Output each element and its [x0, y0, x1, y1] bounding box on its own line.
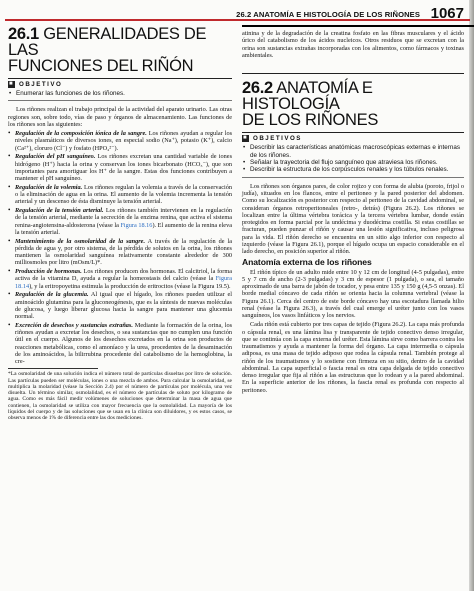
- section-heading-26-2: [242, 80, 464, 128]
- objective-icon: ■: [8, 81, 15, 87]
- section-title-line-2: FUNCIONES DEL RIÑÓN: [8, 57, 194, 75]
- function-item: • Regulación de la volemia. Los riñones regulan la volemia a través de la conservación o la eliminación de agua en la orina. El aumento de la volemia incrementa la tensión arterial y un descenso de ésta disminuye la tensión arterial.: [8, 184, 232, 206]
- figure-link[interactable]: Figura 18.14: [15, 275, 232, 290]
- header-red-bar: [5, 19, 470, 21]
- function-item: • Excreción de desechos y sustancias extrañas. Mediante la formación de la orina, los riñones ayudan a excretar los desechos, o sea sustancias que no cumplen una función útil en el cuerpo. Algunos de los desechos excretados en la orina son productos de reacciones metabólicas, como el amoníaco y la urea, procedentes de la desaminación de los aminoácidos, la bilirrubina procedente del catabolismo de la hemoglobina, la cre-: [8, 322, 232, 366]
- subheading: Anatomía externa de los riñones: [242, 257, 372, 268]
- function-item: • Regulación de la glucemia. Al igual que el hígado, los riñones pueden utilizar el aminoácido glutamina para la gluconeogénesis, que es la síntesis de nuevas moléculas de glucosa, y luego liberar glucosa hacia la sangre para mantener una glucemia normal.: [8, 291, 232, 320]
- page-number: 1067: [430, 5, 464, 22]
- section-title-line-2: DE LOS RIÑONES: [242, 111, 379, 130]
- section-title-line-1: ANATOMÍA E HISTOLOGÍA: [242, 79, 373, 114]
- right-column: [242, 30, 464, 396]
- page-edge-shadow: [469, 0, 474, 591]
- objective-list: [8, 90, 232, 97]
- function-item: • Regulación del pH sanguíneo. Los riñones excretan una cantidad variable de iones hidrógeno (H⁺) hacia la orina y conservan los iones bicarbonato (HCO₃⁻), que son importantes para amortiguar los H⁺ de la sangre. Estas dos funciones contribuyen a mantener el pH sanguíneo.: [8, 153, 232, 182]
- objective-header: [8, 81, 232, 88]
- footnote: *La osmolaridad de una solución indica el número total de partículas disueltas por litro de solución. Las partículas pueden ser moléculas, iones o una mezcla de ambos. Para calcular la osmolaridad, se multiplica la molaridad (véase la Sección 2.4) por el número de partículas por molécula, una vez disuelta. Un término similar, osmolalidad, es el número de partículas de soluto por kilogramo de agua. Como es más fácil medir volúmenes de soluciones que determinar la masa de agua que contienen, la osmolaridad se utiliza con mayor frecuencia que la osmolalidad. La mayoría de los líquidos del cuerpo y de las soluciones que se usan en la clínica son diluidores, y es estos casos, se observa menos de 1% de diferencia entre las dos mediciones.: [8, 371, 232, 422]
- footnote-rule: [8, 368, 98, 369]
- section-heading-26-1: [8, 26, 232, 74]
- section-divider: [242, 73, 464, 74]
- left-body: [8, 106, 232, 365]
- function-item: • Regulación de la composición iónica de la sangre. Los riñones ayudan a regular los niveles plasmáticos de diversos iones, en especial sodio (Na⁺), potasio (K⁺), calcio (Ca²⁺), cloruro (Cl⁻) y fosfato (HPO₄²⁻).: [8, 130, 232, 152]
- objectives-box: [242, 132, 464, 178]
- objectives-icon: ■: [242, 135, 249, 142]
- intro-paragraph: Los riñones realizan el trabajo principal de la actividad del aparato urinario. Las otras regiones son, sobre todo, vías de paso y órganos de almacenamiento. Las funciones de los riñones son las siguientes:: [8, 106, 232, 128]
- objective-item: • Describir la estructura de los corpúsculos renales y los túbulos renales.: [242, 166, 464, 173]
- objectives-list: [242, 144, 464, 174]
- function-item: • Producción de hormonas. Los riñones producen dos hormonas. El calcitriol, la forma activa de la vitamina D, ayuda a regular la homeostasis del calcio (véase la Figura 18.14), y la eritropoyetina estimula la producción de eritrocitos (véase la Figura 19.5).: [8, 268, 232, 290]
- body-paragraph: El riñón típico de un adulto mide entre 10 y 12 cm de longitud (4-5 pulgadas), entre 5 y 7 cm de ancho (2-3 pulgadas) y 3 cm de espesor (1 pulgada), o sea, el tamaño aproximado de una barra de jabón de tocador, y pesa entre 135 y 150 g (4,5-5 onzas). El borde medial cóncavo de cada riñón se orienta hacia la columna vertebral (véase la Figura 26.1). Cerca del centro de este borde cóncavo hay una escotadura llamada hilio renal (véase la Figura 26.3), a través del cual emerge el uréter junto con los vasos sanguíneos, los vasos linfáticos y los nervios.: [242, 268, 464, 320]
- objective-item: • Describir las características anatómicas macroscópicas externas e internas de los riñones.: [242, 144, 464, 159]
- section-title-line-1: GENERALIDADES DE LAS: [8, 25, 207, 59]
- objective-label: OBJETIVO: [19, 81, 63, 88]
- figure-link[interactable]: Figura 18.16: [120, 221, 153, 229]
- objective-box: [8, 78, 232, 101]
- continuation-paragraph: atinina y de la degradación de la creatina fosfato en las fibras musculares y el ácido úrico del catabolismo de los ácidos nucleicos. Otros residuos que se excretan con la orina son sustancias extrañas incorporadas con los alimentos, como fármacos y toxinas ambientales.: [242, 30, 464, 59]
- body-paragraph: Cada riñón está cubierto por tres capas de tejido (Figura 26.2). La capa más profunda o cápsula renal, es una lámina lisa y transparente de tejido conectivo denso irregular, que se continúa con la capa externa del uréter. Esta lámina sirve como barrera contra los traumatismos y ayuda a mantener la forma del órgano. La capa intermedia o cápsula adiposa, es una masa de tejido adiposo que rodea la cápsula renal. También protege al riñón de los traumatismos y lo sostiene con firmeza en su sitio, dentro de la cavidad abdominal. La capa superficial o fascia renal es otra capa delgada de tejido conectivo denso irregular que fija al riñón a las estructuras que lo rodean y a la pared abdominal. En la superficie anterior de los riñones, la fascia renal es profunda con respecto al peritoneo.: [242, 321, 464, 394]
- right-body: [242, 183, 464, 394]
- section-number: 26.2: [242, 79, 273, 98]
- function-item: • Mantenimiento de la osmolaridad de la sangre. A través de la regulación de la pérdida de agua y, por otro sistema, de la pérdida de solutos en la orina, los riñones mantienen la osmolaridad sanguínea relativamente constante alrededor de 300 milliosmoles por litro (mOsm/L)*.: [8, 238, 232, 267]
- objective-item: • Señalar la trayectoria del flujo sanguíneo que atraviesa los riñones.: [242, 159, 464, 166]
- running-title: 26.2 ANATOMÍA E HISTOLOGÍA DE LOS RIÑONES: [236, 10, 420, 19]
- function-list: [8, 130, 232, 365]
- function-item: • Regulación de la tensión arterial. Los riñones también intervienen en la regulación de la tensión arterial, mediante la secreción de la enzima renina, que activa el sistema renina-angiotensina-aldosterona (véase la Figura 18.16). El aumento de la renina eleva la tensión arterial.: [8, 207, 232, 236]
- section-number: 26.1: [8, 25, 39, 43]
- objective-item: • Enumerar las funciones de los riñones.: [8, 90, 232, 97]
- body-paragraph: Los riñones son órganos pares, de color rojizo y con forma de alubia (porotо, frijol o judía), situados en los flancos, entre el peritoneo y la pared posterior del abdomen. Como su localización es posterior con respecto al peritoneo de la cavidad abdominal, se consideran órganos retroperitoneales (retro-, detrás) (Figura 26.2). Los riñones se localizan entre la última vértebra torácica y la tercera vértebra lumbar, donde están protegidos en forma parcial por la undécima y duodécima costilla. Si estas costillas se fracturan, pueden punzar el riñón y causar una lesión significativa, incluso peligrosa para la vida. El riñón derecho se encuentra en un sitio algo inferior con respecto al izquierdo (véase la Figura 26.1), porque el hígado ocupa un espacio considerable en el lado derecho, en posición superior al riñón.: [242, 182, 464, 256]
- objectives-header: [242, 135, 464, 142]
- objectives-label: OBJETIVOS: [253, 135, 302, 143]
- left-column: [8, 26, 232, 422]
- header-rule: [242, 25, 474, 27]
